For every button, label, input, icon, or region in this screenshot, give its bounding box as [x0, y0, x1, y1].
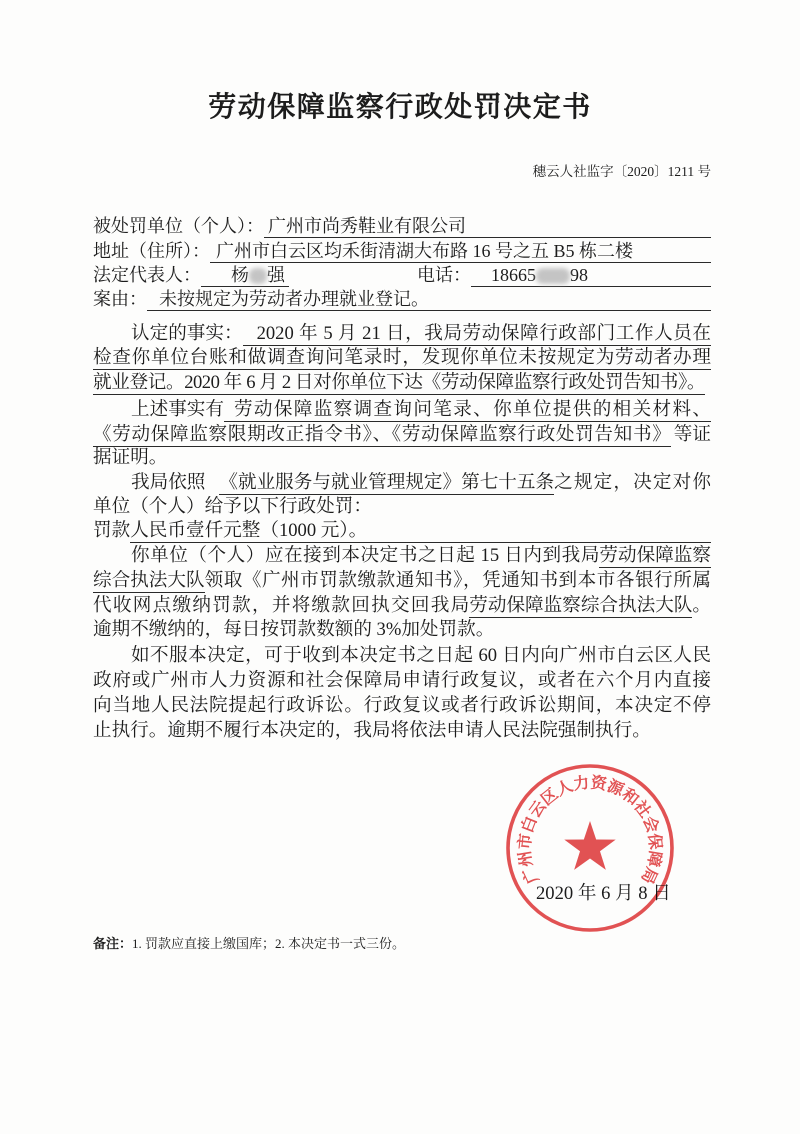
legal-basis-text: 之规定，决定对你: [554, 472, 711, 493]
payment-office: 综合执法大队: [93, 569, 205, 591]
appeal-line-3: [93, 693, 711, 719]
legal-basis-line-2: [93, 494, 711, 520]
appeal-line-2: [93, 668, 711, 694]
facts-text: 就业登记。2020 年 6 月 2 日对你单位下达《劳动保障监察行政处罚告知书》。: [93, 371, 705, 393]
appeal-text: 政府或广州市人力资源和社会保障局申请行政复议，或者在六个月内直接: [93, 670, 711, 691]
phone-number: [471, 264, 711, 287]
facts-line-3: [93, 370, 705, 396]
payment-line-2: [93, 568, 711, 594]
appeal-text: 向当地人民法院提起行政诉讼。行政复议或者行政诉讼期间，本决定不停: [93, 695, 711, 716]
appeal-text: 止执行。逾期不履行本决定的，我局将依法申请人民法院强制执行。: [93, 720, 651, 741]
appeal-line-4: [93, 718, 711, 744]
evidence-items: 《劳动保障监察限期改正指令书》、《劳动保障监察行政处罚告知书》: [93, 423, 671, 445]
seal-star-icon: [564, 821, 615, 870]
document-title: 劳动保障监察行政处罚决定书: [208, 92, 592, 123]
notes-label: 备注：: [93, 936, 133, 951]
evidence-items: 劳动保障监察调查询问笔录、你单位提供的相关材料、: [224, 399, 711, 422]
legal-rep-name-end: 强: [267, 264, 285, 285]
evidence-line-3: [93, 445, 711, 471]
payment-line-4: [93, 617, 711, 643]
seal-text-path: 广州市白云区人力资源和社会保障局: [514, 772, 666, 887]
penalty-line: [93, 518, 711, 544]
cause-value: 未按规定为劳动者办理就业登记。: [147, 288, 711, 311]
evidence-text: 等证: [673, 424, 711, 445]
address-label: 地址（住所）：: [93, 241, 210, 261]
legal-rep-name: [201, 264, 289, 287]
legal-basis-text: 单位（个人）给予以下行政处罚：: [93, 496, 372, 517]
payment-text: 。: [692, 595, 711, 616]
facts-line-1: [131, 321, 711, 347]
phone-label: 电话：: [417, 265, 471, 285]
legal-rep-row: [93, 262, 711, 288]
facts-text: 检查你单位台账和做调查询问笔录时，发现你单位未按规定为劳动者办理: [93, 346, 711, 368]
payment-text: 逾期不缴纳的，每日按罚款数额的 3%加处罚款。: [93, 619, 495, 640]
issue-date: 2020 年 6 月 8 日: [536, 883, 671, 904]
payment-text: 代收网点缴纳罚款，并将缴款回执交回我局: [93, 595, 470, 616]
redaction-blur: [536, 268, 570, 284]
facts-text: 2020 年 5 月 21 日，我局劳动保障行政部门工作人员在: [243, 323, 711, 346]
evidence-text: 据证明。: [93, 447, 168, 468]
appeal-line-1: [131, 643, 711, 669]
address-row: [93, 238, 711, 264]
legal-basis-line-1: [131, 470, 711, 496]
payment-office: 劳动保障监察: [599, 544, 711, 566]
evidence-lead: 上述事实有: [131, 399, 224, 420]
payment-text: 领取《广州市罚款缴款通知书》，凭通知书到本市各银行所属: [204, 570, 711, 591]
legal-basis-lead: 我局依照: [131, 472, 206, 493]
redaction-blur: [249, 268, 267, 284]
notes: [93, 935, 405, 953]
phone-number-end: 98: [570, 264, 588, 285]
payment-line-1: [131, 543, 711, 569]
phone-number-start: 18665: [491, 264, 536, 285]
legal-basis-regulation: 《就业服务与就业管理规定》第七十五条: [219, 471, 555, 493]
penalized-party-row: [93, 213, 711, 239]
cause-label: 案由：: [93, 289, 147, 309]
payment-office: 劳动保障监察综合执法大队: [469, 594, 693, 616]
appeal-text: 如不服本决定，可于收到本决定书之日起 60 日内向广州市白云区人民: [131, 645, 711, 666]
notes-text: 1. 罚款应直接上缴国库；2. 本决定书一式三份。: [132, 936, 406, 951]
address-value: 广州市白云区均禾街清湖大布路 16 号之五 B5 栋二楼: [210, 240, 711, 263]
legal-rep-label: 法定代表人：: [93, 265, 201, 285]
penalty-amount: 人民币壹仟元整（1000 元）。: [130, 520, 711, 543]
payment-line-3: [93, 593, 711, 619]
facts-label: 认定的事实：: [131, 323, 243, 344]
cause-row: [93, 286, 711, 312]
official-seal: [500, 758, 680, 938]
legal-rep-name-start: 杨: [231, 264, 249, 285]
payment-text: 你单位（个人）应在接到本决定书之日起 15 日内到我局: [131, 545, 600, 566]
penalized-party-label: 被处罚单位（个人）：: [93, 216, 264, 236]
evidence-line-1: [131, 397, 711, 423]
document-number: 穗云人社监字〔2020〕1211 号: [532, 164, 711, 179]
penalized-party-value: 广州市尚秀鞋业有限公司: [264, 215, 711, 238]
facts-line-2: [93, 345, 711, 371]
penalty-label: 罚款: [93, 520, 131, 541]
